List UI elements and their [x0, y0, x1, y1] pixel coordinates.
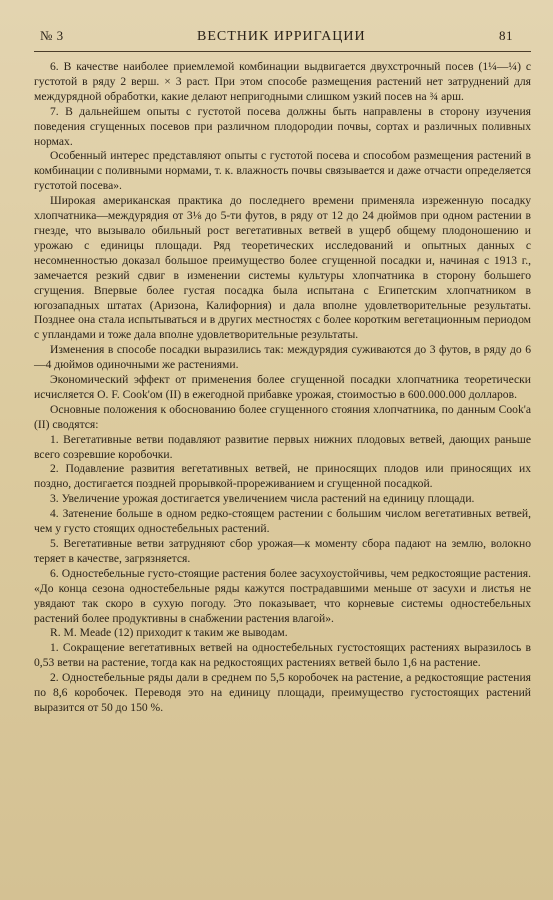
paragraph: Экономический эффект от применения более сгущенной посадки хлопчатника теоретически исчисляется O. F. Cook'ом (II) в ежегодной прибавке урожая, стоимостью в 600.000.000 долларов.: [34, 373, 531, 401]
paragraph: 6. Одностебельные густо-стоящие растения более засухоустойчивы, чем редкостоящие растения. «До конца сезона одностебельные ряды кажутся пострадавшими меньше от засухи и листья не увядают так скоро в сухую погоду. Это показывает, что корневые системы одностебельных растений более продуктивны в снабжении растения влагой».: [34, 566, 531, 625]
paragraph: Широкая американская практика до последнего времени применяла изреженную посадку хлопчатника—междурядия от 3⅛ до 5-ти футов, в ряду от 12 до 24 дюймов при одном растении в гнезде, что вызывало обильный рост вегетативных ветвей в ущерб общему плодоношению и урожаю с единицы площади. Ряд теоретических исследований и опытных данных с несомненностью доказал большое преимущество более сгущенной посадки и, начиная с 1913 г., замечается резкий сдвиг в изменении системы культуры хлопчатника в сторону большего сгущения. Впервые более густая посадка была испытана с Египетским хлопчатником в югозападных штатах (Аризона, Калифорния) и дала вполне удовлетворительные результаты. Позднее она стала испытываться и в других местностях с более коротким вегетационным периодом с упландами и тоже дала вполне удовлетворительные результаты.: [34, 194, 531, 342]
paragraph: 5. Вегетативные ветви затрудняют сбор урожая—к моменту сбора падают на землю, волокно теряет в качестве, загрязняется.: [34, 537, 531, 565]
page-header: [34, 28, 531, 52]
issue-number: № 3: [40, 28, 64, 43]
page-number: 81: [499, 28, 513, 43]
journal-title: ВЕСТНИК ИРРИГАЦИИ: [197, 29, 366, 44]
paragraph: 1. Сокращение вегетативных ветвей на одностебельных густостоящих растениях выразилось в 0,53 ветви на растение, тогда как на редкостоящих растениях ветвей было 1,6 на растение.: [34, 641, 531, 670]
paragraph: 2. Подавление развития вегетативных ветвей, не приносящих плодов или приносящих их поздно, достигается поздней прорывкой-прореживанием и сгущенной посадкой.: [34, 462, 531, 491]
paragraph: 2. Одностебельные ряды дали в среднем по 5,5 коробочек на растение, а редкостоящие растения по 8,6 коробочек. Переводя это на единицу площади, преимущество густостоящих растений выразится от 50 до 150 %.: [34, 671, 531, 714]
paragraph: R. M. Meade (12) приходит к таким же выводам.: [50, 626, 288, 640]
paragraph: 6. В качестве наиболее приемлемой комбинации выдвигается двухстрочный посев (1¼—¼) с густотой в ряду 2 верш. × 3 раст. При этом способе размещения растений нет затруднений для междурядной обработки, какие делают непригодными слишком узкий посев на ¾ арш.: [34, 60, 531, 103]
paragraph: Изменения в способе посадки выразились так: междурядия суживаются до 3 футов, в ряду до 6—4 дюймов одиночными же растениями.: [34, 343, 531, 372]
paragraph: 7. В дальнейшем опыты с густотой посева должны быть направлены в сторону изучения поведения сгущенных посевов при различном плодородии почвы, сортах и различных поливных нормах.: [34, 104, 531, 148]
paragraph: 1. Вегетативные ветви подавляют развитие первых нижних плодовых ветвей, дающих раньше всего созревшие коробочки.: [34, 432, 531, 461]
paragraph: Особенный интерес представляют опыты с густотой посева и способом размещения растений в комбинации с поливными нормами, т. к. влажность почвы связывается и даже отчасти определяется густотой посева».: [34, 149, 531, 193]
paragraph: 3. Увеличение урожая достигается увеличением числа растений на единицу площади.: [50, 492, 475, 506]
paragraph: Основные положения к обоснованию более сгущенного стояния хлопчатника, по данным Cook'a (II) сводятся:: [34, 402, 531, 431]
article-body: [34, 60, 531, 716]
paragraph: 4. Затенение больше в одном редко-стоящем растении с большим числом вегетативных ветвей, чем у густо стоящих одностебельных растений.: [34, 507, 531, 536]
